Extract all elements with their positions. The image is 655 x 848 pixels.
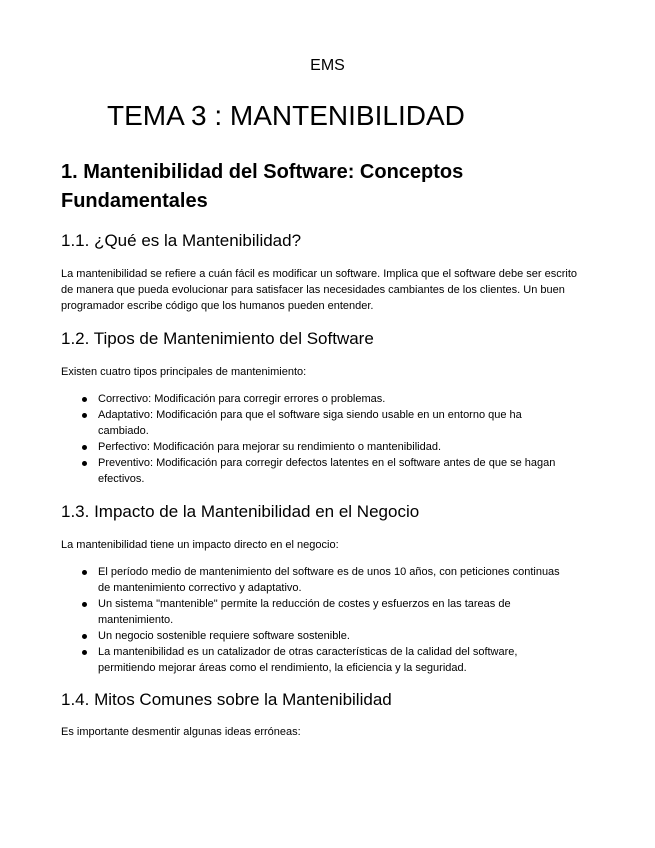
list-item: Adaptativo: Modificación para que el software siga siendo usable en un entorno que ha cambiado.	[61, 407, 561, 439]
business-impact-list	[61, 564, 561, 676]
section-1-4-heading: 1.4. Mitos Comunes sobre la Mantenibilidad	[61, 690, 392, 709]
section-1-1-heading: 1.1. ¿Qué es la Mantenibilidad?	[61, 231, 302, 250]
section-1-2-heading: 1.2. Tipos de Mantenimiento del Software	[61, 329, 374, 348]
document-title: TEMA 3 : MANTENIBILIDAD	[107, 100, 465, 131]
list-item: El período medio de mantenimiento del software es de unos 10 años, con peticiones continuas de mantenimiento correctivo y adaptativo.	[61, 564, 561, 596]
list-item: La mantenibilidad es un catalizador de otras características de la calidad del software, permitiendo mejorar áreas como el rendimiento, la eficiencia y la seguridad.	[61, 644, 561, 676]
list-item: Preventivo: Modificación para corregir defectos latentes en el software antes de que se hagan efectivos.	[61, 455, 561, 487]
list-item: Perfectivo: Modificación para mejorar su rendimiento o mantenibilidad.	[61, 439, 561, 455]
section-1-1-paragraph: La mantenibilidad se refiere a cuán fácil es modificar un software. Implica que el software debe ser escrito de manera que pueda evolucionar para satisfacer las necesidades cambiantes de los clientes. Un buen programador escribe código que los humanos pueden entender.	[61, 268, 578, 312]
section-1-3-intro: La mantenibilidad tiene un impacto directo en el negocio:	[61, 539, 339, 551]
section-1-2-intro: Existen cuatro tipos principales de mantenimiento:	[61, 366, 307, 378]
section-1-3-heading: 1.3. Impacto de la Mantenibilidad en el Negocio	[61, 502, 420, 521]
list-item: Correctivo: Modificación para corregir errores o problemas.	[61, 391, 561, 407]
section-1-heading: 1. Mantenibilidad del Software: Conceptos Fundamentales	[61, 161, 464, 212]
maintenance-types-list	[61, 391, 561, 487]
list-item: Un negocio sostenible requiere software sostenible.	[61, 628, 561, 644]
list-item: Un sistema "mantenible" permite la reducción de costes y esfuerzos en las tareas de mantenimiento.	[61, 596, 561, 628]
page-header: EMS	[310, 57, 345, 74]
section-1-4-intro: Es importante desmentir algunas ideas erróneas:	[61, 726, 301, 738]
